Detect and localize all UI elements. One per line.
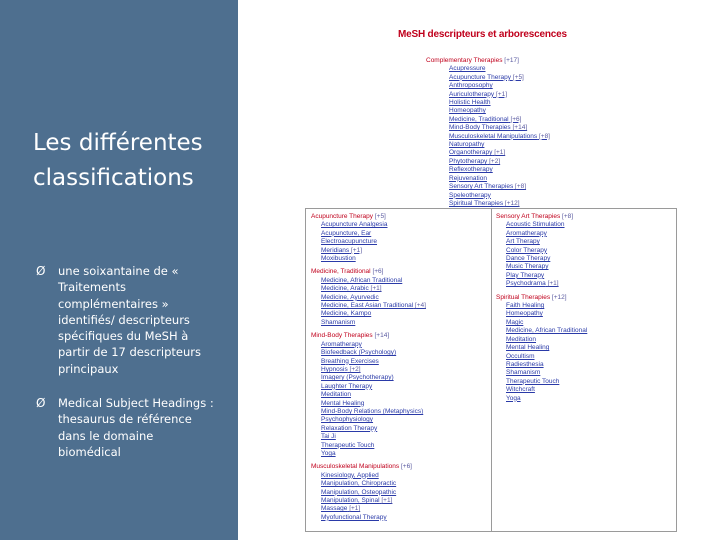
subtree-link-label: Medicine, African Traditional	[506, 327, 588, 335]
subtree-heading	[311, 463, 426, 471]
subtree-link[interactable]	[311, 472, 426, 480]
tree-link-label: Homeopathy	[449, 107, 486, 115]
subtree-link[interactable]	[496, 238, 587, 246]
bullet-text: une soixantaine de « Traitements complémentaires » identifiés/ descripteurs spécifiques du MeSH à partir de 17 descripteurs principaux	[58, 264, 201, 376]
top-tree	[426, 57, 550, 208]
subtree-link[interactable]	[311, 277, 426, 285]
subtree-link[interactable]	[311, 442, 426, 450]
subtree-link[interactable]	[311, 366, 426, 374]
column-divider	[491, 209, 492, 531]
subtree-link-label: Meditation	[321, 391, 351, 399]
tree-link-label: Medicine, Traditional	[449, 115, 509, 123]
subtree-link-label: Acoustic Stimulation	[506, 221, 565, 229]
subtree-link[interactable]	[496, 310, 587, 318]
subtree-group	[496, 294, 587, 403]
subtree-link[interactable]	[496, 344, 587, 352]
subtree-link-count: [+1]	[547, 280, 559, 288]
subtree-heading-count: [+12]	[551, 293, 567, 301]
tree-link[interactable]	[426, 107, 550, 115]
subtree-group	[496, 213, 587, 289]
subtree-link-label: Medicine, African Traditional	[321, 276, 403, 284]
subtree-link[interactable]	[311, 425, 426, 433]
tree-link-label: Musculoskeletal Manipulations	[449, 132, 538, 140]
tree-link-count: [+14]	[512, 124, 528, 132]
subtree-group	[311, 332, 426, 458]
tree-link-label: Anthroposophy	[449, 82, 493, 90]
subtree-heading-label: Acupuncture Therapy	[311, 213, 374, 220]
subtree-link[interactable]	[311, 294, 426, 302]
subtree-heading-count: [+5]	[374, 213, 386, 220]
tree-link-count: [+5]	[512, 73, 524, 81]
subtree-box	[305, 208, 677, 532]
subtree-link[interactable]	[311, 450, 426, 458]
subtree-link-label: Dance Therapy	[506, 255, 551, 263]
subtree-link-label: Laughter Therapy	[321, 382, 373, 390]
subtree-link-label: Homeopathy	[506, 310, 543, 318]
subtree-heading-label: Spiritual Therapies	[496, 293, 551, 301]
subtree-link-count: [+1]	[349, 505, 361, 513]
tree-link-label: Organotherapy	[449, 149, 493, 157]
tree-link[interactable]	[426, 74, 550, 82]
subtree-link[interactable]	[311, 391, 426, 399]
subtree-heading	[311, 213, 426, 221]
tree-link-label: Mind-Body Therapies	[449, 124, 511, 132]
subtree-link[interactable]	[496, 263, 587, 271]
subtree-heading	[496, 213, 587, 221]
tree-link-label: Acupressure	[449, 65, 486, 73]
left-column	[311, 213, 426, 527]
subtree-link[interactable]	[496, 327, 587, 335]
subtree-link[interactable]	[311, 374, 426, 382]
subtree-link[interactable]	[496, 247, 587, 255]
subtree-link-label: Aromatherapy	[321, 340, 362, 348]
subtree-link-count: [+1]	[351, 246, 363, 254]
subtree-link-label: Manipulation, Chiropractic	[321, 480, 397, 488]
tree-link-label: Holistic Health	[449, 99, 491, 107]
tree-link-label: Speleotherapy	[449, 191, 491, 199]
subtree-heading-label: Medicine, Traditional	[311, 268, 371, 276]
tree-link-label: Spiritual Therapies	[449, 199, 504, 207]
slide-title: Les différentes classifications	[33, 130, 203, 191]
subtree-link[interactable]	[496, 386, 587, 394]
subtree-link-label: Radiesthesia	[506, 360, 544, 368]
tree-link[interactable]	[426, 91, 550, 99]
subtree-link[interactable]	[311, 341, 426, 349]
subtree-heading	[496, 294, 587, 302]
subtree-link[interactable]	[311, 505, 426, 513]
subtree-link-label: Occultism	[506, 352, 535, 360]
tree-link[interactable]	[426, 124, 550, 132]
subtree-link-label: Relaxation Therapy	[321, 424, 378, 432]
subtree-link[interactable]	[496, 302, 587, 310]
subtree-link-label: Myofunctional Therapy	[321, 513, 387, 521]
subtree-link-count: [+1]	[381, 497, 393, 504]
subtree-link[interactable]	[496, 336, 587, 344]
subtree-link-label: Psychodrama	[506, 280, 546, 288]
subtree-heading-count: [+14]	[374, 332, 390, 340]
mesh-figure	[238, 0, 720, 540]
subtree-link-label: Biofeedback (Psychology)	[321, 349, 397, 357]
tree-link-count: [+12]	[504, 199, 520, 207]
subtree-link-label: Meridians	[321, 246, 350, 254]
tree-link-count: [+8]	[538, 132, 550, 140]
subtree-link[interactable]	[496, 272, 587, 280]
tree-link-label: Naturopathy	[449, 141, 485, 149]
subtree-link-label: Medicine, Ayurvedic	[321, 293, 379, 301]
tree-link[interactable]	[426, 65, 550, 73]
subtree-link[interactable]	[311, 230, 426, 238]
tree-link-label: Acupuncture Therapy	[449, 73, 512, 81]
subtree-link-label: Acupuncture Analgesia	[321, 221, 388, 229]
subtree-heading-count: [+6]	[400, 463, 412, 471]
tree-link-label: Rejuvenation	[449, 174, 487, 182]
subtree-link-label: Play Therapy	[506, 271, 545, 279]
tree-link[interactable]	[426, 192, 550, 200]
subtree-link-label: Mind-Body Relations (Metaphysics)	[321, 407, 424, 415]
tree-link-count: [+1]	[494, 149, 506, 157]
subtree-link-label: Imagery (Psychotherapy)	[321, 374, 394, 382]
subtree-heading-label: Mind-Body Therapies	[311, 332, 373, 340]
tree-link-count: [+2]	[489, 157, 501, 165]
subtree-link[interactable]	[311, 358, 426, 366]
tree-link[interactable]	[426, 141, 550, 149]
figure-title: MeSH descripteurs et arborescences	[398, 29, 567, 40]
subtree-link[interactable]	[496, 361, 587, 369]
subtree-link-label: Medicine, Kampo	[321, 310, 372, 318]
tree-heading	[426, 57, 550, 65]
subtree-link[interactable]	[311, 238, 426, 246]
subtree-link[interactable]	[311, 255, 426, 263]
subtree-link[interactable]	[496, 319, 587, 327]
subtree-link-label: Manipulation, Osteopathic	[321, 488, 397, 496]
subtree-link-label: Therapeutic Touch	[506, 377, 560, 385]
tree-link[interactable]	[426, 82, 550, 90]
subtree-link-label: Manipulation, Spinal	[321, 497, 380, 504]
subtree-link-label: Shamanism	[506, 369, 541, 377]
subtree-link[interactable]	[311, 433, 426, 441]
subtree-link[interactable]	[311, 497, 426, 505]
subtree-link-label: Yoga	[321, 449, 336, 457]
subtree-link[interactable]	[311, 349, 426, 357]
subtree-link[interactable]	[311, 489, 426, 497]
subtree-link[interactable]	[496, 353, 587, 361]
subtree-link-label: Moxibustion	[321, 255, 356, 263]
subtree-link-label: Electroacupuncture	[321, 238, 378, 246]
subtree-link-label: Breathing Exercises	[321, 357, 379, 365]
subtree-link[interactable]	[311, 310, 426, 318]
subtree-link[interactable]	[496, 280, 587, 288]
subtree-heading	[311, 332, 426, 340]
subtree-link-label: Witchcraft	[506, 386, 535, 394]
tree-link-count: [+8]	[515, 183, 527, 191]
subtree-link-count: [+2]	[349, 365, 361, 373]
tree-link-label: Phytotherapy	[449, 157, 488, 165]
subtree-link[interactable]	[311, 221, 426, 229]
subtree-heading-count: [+6]	[372, 268, 384, 276]
subtree-link[interactable]	[496, 378, 587, 386]
subtree-link-label: Therapeutic Touch	[321, 441, 375, 449]
tree-link-label: Sensory Art Therapies	[449, 183, 514, 191]
subtree-group	[311, 213, 426, 263]
tree-heading-label: Complementary Therapies	[426, 57, 503, 64]
subtree-link-label: Psychophysiology	[321, 416, 374, 424]
arrow-right-icon: Ø	[36, 264, 46, 278]
subtree-heading-label: Sensory Art Therapies	[496, 213, 561, 220]
subtree-link[interactable]	[496, 395, 587, 403]
subtree-link[interactable]	[311, 285, 426, 293]
tree-link[interactable]	[426, 166, 550, 174]
subtree-link[interactable]	[311, 416, 426, 424]
subtree-heading-label: Musculoskeletal Manipulations	[311, 463, 400, 471]
subtree-link-label: Art Therapy	[506, 238, 540, 246]
subtree-link-count: [+4]	[414, 302, 426, 310]
bullet-item	[36, 263, 216, 377]
subtree-link[interactable]	[496, 255, 587, 263]
subtree-link-label: Meditation	[506, 335, 536, 343]
subtree-link-label: Shamanism	[321, 318, 356, 326]
right-column	[496, 213, 587, 408]
subtree-link[interactable]	[311, 383, 426, 391]
subtree-link-label: Medicine, Arabic	[321, 285, 369, 293]
subtree-link-label: Music Therapy	[506, 263, 549, 271]
subtree-link[interactable]	[496, 230, 587, 238]
subtree-link-label: Faith Healing	[506, 302, 545, 310]
subtree-link[interactable]	[311, 514, 426, 522]
tree-link[interactable]	[426, 158, 550, 166]
subtree-link-label: Acupuncture, Ear	[321, 229, 372, 237]
subtree-link[interactable]	[496, 369, 587, 377]
subtree-group	[311, 463, 426, 522]
subtree-link-label: Color Therapy	[506, 246, 548, 254]
subtree-link[interactable]	[311, 408, 426, 416]
tree-heading-count: [+17]	[504, 57, 519, 64]
subtree-link-label: Mental Healing	[506, 344, 550, 352]
tree-link-count: [+1]	[495, 90, 508, 98]
arrow-right-icon: Ø	[36, 396, 46, 411]
tree-link-count: [+6]	[510, 115, 522, 123]
tree-link[interactable]	[426, 149, 550, 157]
subtree-link[interactable]	[311, 302, 426, 310]
subtree-link[interactable]	[311, 400, 426, 408]
subtree-link-label: Mental Healing	[321, 399, 365, 407]
tree-link-label: Reflexotherapy	[449, 166, 493, 174]
subtree-link-label: Aromatherapy	[506, 229, 547, 237]
bullet-text: Medical Subject Headings : thesaurus de référence dans le domaine biomédical	[58, 396, 214, 459]
tree-link-label: Auriculotherapy	[449, 90, 495, 98]
subtree-link-label: Yoga	[506, 394, 521, 402]
bullet-item	[36, 395, 216, 460]
subtree-link-label: Hypnosis	[321, 365, 348, 373]
tree-link[interactable]	[426, 99, 550, 107]
subtree-link-label: Magic	[506, 318, 524, 326]
subtree-heading-count: [+8]	[562, 213, 574, 220]
subtree-link-label: Medicine, East Asian Traditional	[321, 302, 414, 310]
tree-link[interactable]	[426, 183, 550, 191]
subtree-link-label: Massage	[321, 505, 348, 513]
tree-link[interactable]	[426, 116, 550, 124]
subtree-link[interactable]	[311, 247, 426, 255]
tree-link[interactable]	[426, 133, 550, 141]
subtree-heading	[311, 268, 426, 276]
bullet-list	[36, 263, 216, 478]
subtree-group	[311, 268, 426, 327]
subtree-link[interactable]	[496, 221, 587, 229]
subtree-link[interactable]	[311, 480, 426, 488]
subtree-link-label: Tai Ji	[321, 433, 336, 441]
subtree-link[interactable]	[311, 319, 426, 327]
subtree-link-label: Kinesiology, Applied	[321, 471, 379, 479]
sidebar-panel	[0, 0, 238, 540]
subtree-link-count: [+1]	[370, 285, 382, 293]
tree-link[interactable]	[426, 175, 550, 183]
